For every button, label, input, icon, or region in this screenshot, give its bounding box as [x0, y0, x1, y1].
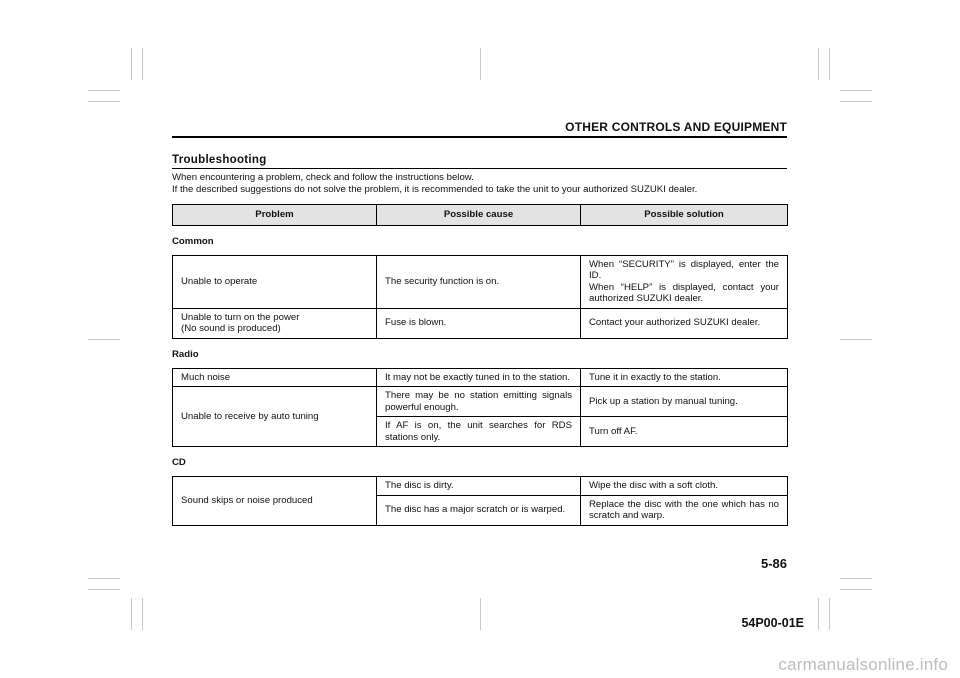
- solution-cell: [581, 255, 788, 308]
- crop-mark: [840, 90, 872, 91]
- problem-cell: Sound skips or noise produced: [173, 477, 377, 526]
- solution-cell: Replace the disc with the one which has no scratch and warp.: [581, 495, 788, 525]
- group-label-common: Common: [172, 235, 214, 247]
- section-title: Troubleshooting: [172, 154, 267, 166]
- cause-cell: Fuse is blown.: [377, 308, 581, 338]
- page-content: [172, 154, 787, 526]
- table-row: [173, 477, 788, 496]
- problem-line: (No sound is produced): [181, 323, 281, 334]
- crop-mark: [840, 101, 872, 102]
- cause-cell: The security function is on.: [377, 255, 581, 308]
- solution-line: When “HELP” is displayed, contact your authorized SUZUKI dealer.: [589, 281, 779, 304]
- cause-cell: The disc is dirty.: [377, 477, 581, 496]
- watermark: carmanualsonline.info: [778, 655, 948, 674]
- crop-mark: [829, 598, 830, 630]
- solution-line: When “SECURITY” is displayed, enter the ID.: [589, 258, 779, 281]
- page-number: 5-86: [760, 556, 787, 571]
- crop-mark: [131, 48, 132, 80]
- section-rule: [172, 168, 787, 169]
- crop-mark: [88, 578, 120, 579]
- crop-mark: [142, 598, 143, 630]
- solution-cell: Wipe the disc with a soft cloth.: [581, 477, 788, 496]
- radio-table: [172, 368, 788, 448]
- solution-cell: Contact your authorized SUZUKI dealer.: [581, 308, 788, 338]
- crop-mark: [818, 48, 819, 80]
- crop-mark: [840, 339, 872, 340]
- crop-mark: [142, 48, 143, 80]
- intro-line: When encountering a problem, check and follow the instructions below.: [172, 172, 474, 183]
- cause-cell: If AF is on, the unit searches for RDS stations only.: [377, 417, 581, 447]
- group-label-cd: CD: [172, 457, 186, 468]
- chapter-title: OTHER CONTROLS AND EQUIPMENT: [565, 120, 787, 134]
- crop-mark: [131, 598, 132, 630]
- table-row: [173, 368, 788, 387]
- cd-table: [172, 476, 788, 526]
- header-rule: [172, 136, 787, 138]
- solution-cell: Pick up a station by manual tuning.: [581, 387, 788, 417]
- problem-cell: Unable to receive by auto tuning: [173, 387, 377, 447]
- problem-line: Unable to turn on the power: [181, 311, 300, 323]
- column-header-problem: Problem: [173, 205, 377, 226]
- cause-cell: It may not be exactly tuned in to the station.: [377, 368, 581, 387]
- group-label-radio: Radio: [172, 348, 199, 360]
- column-header-cause: Possible cause: [377, 205, 581, 226]
- table-row: [173, 387, 788, 417]
- crop-mark: [829, 48, 830, 80]
- crop-mark: [88, 101, 120, 102]
- column-header-table: [172, 204, 788, 226]
- problem-cell: [173, 308, 377, 338]
- crop-mark: [88, 589, 120, 590]
- intro-line: If the described suggestions do not solve the problem, it is recommended to take the unit to your authorized SUZUKI dealer.: [172, 184, 698, 195]
- cause-cell: The disc has a major scratch or is warped.: [377, 495, 581, 525]
- cause-cell: There may be no station emitting signals powerful enough.: [377, 387, 581, 417]
- problem-cell: Unable to operate: [173, 255, 377, 308]
- common-table: [172, 255, 788, 339]
- crop-mark: [840, 589, 872, 590]
- crop-mark: [818, 598, 819, 630]
- crop-mark: [88, 339, 120, 340]
- table-row: [173, 308, 788, 338]
- crop-mark: [840, 578, 872, 579]
- solution-cell: Tune it in exactly to the station.: [581, 368, 788, 387]
- problem-cell: Much noise: [173, 368, 377, 387]
- crop-mark: [480, 48, 481, 80]
- crop-mark: [480, 598, 481, 630]
- document-code: 54P00-01E: [741, 616, 804, 630]
- column-header-solution: Possible solution: [581, 205, 788, 226]
- solution-cell: Turn off AF.: [581, 417, 788, 447]
- crop-mark: [88, 90, 120, 91]
- table-row: [173, 255, 788, 308]
